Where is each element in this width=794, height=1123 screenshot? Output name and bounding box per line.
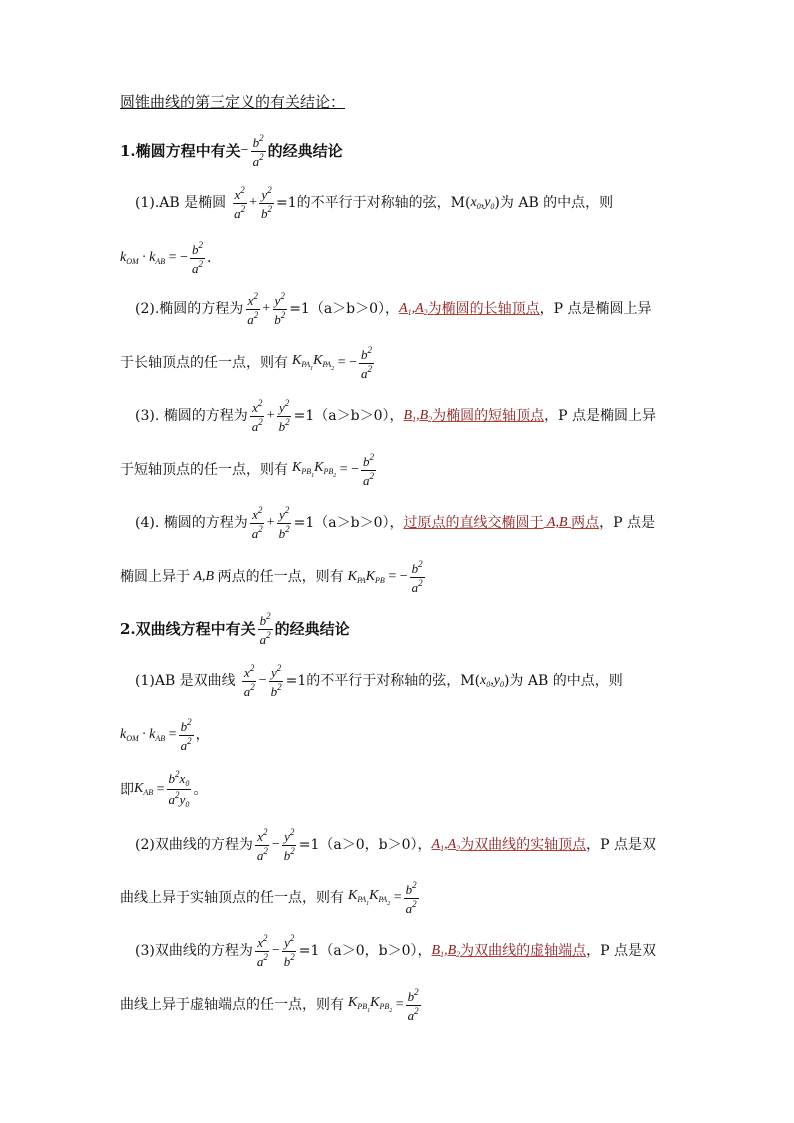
s2-item3-line2: 曲线上异于虚轴端点的任一点，则有 $K_{PB_1}K_{PB_2}$ = $\frac{b^2}{a^2}$ (120, 987, 419, 1023)
s1-item2-line1: (2).椭圆的方程为 $\frac{x^2}{a^2}$ + $\frac{y^2}{b^2}$ =1（a＞b＞0）， $A_1,A_2$ 为椭圆的长轴顶点 ，P 点是椭圆上异 (135, 291, 652, 327)
s2-item2-line1: (2)双曲线的方程为 $\frac{x^2}{a^2}$ − $\frac{y^2}{b^2}$ =1（a＞0，b＞0）， $A_1,A_2$ 为双曲线的实轴顶点 ，P 点是双 (135, 827, 657, 863)
s2-item2-line2: 曲线上异于实轴顶点的任一点，则有 $K_{PA_1}K_{PA_2}$ = $\frac{b^2}{a^2}$ (120, 880, 417, 916)
section2-heading: 2.双曲线方程中有关 $\frac{b^2}{a^2}$ 的经典结论 (120, 611, 350, 647)
s1-item1-line1: (1).AB 是椭圆 $\frac{x^2}{a^2}$ + $\frac{y^2}{b^2}$ =1的不平行于对称轴的弦，M( $x_0,y_0$ )为 AB 的中点，则 (135, 185, 614, 221)
s1-item4-line2: 椭圆上异于 A,B 两点的任一点，则有 $K_{PA}K_{PB}$ = − $\frac{b^2}{a^2}$ (120, 559, 423, 595)
formula-b2-over-a2: $\frac{b^2}{a^2}$ (191, 240, 203, 276)
s2-item1-line3: 即 $K_{AB}$ = $\frac{b^2x_0}{a^2y_0}$ 。 (120, 769, 208, 810)
formula-b2-over-a2: $\frac{b^2}{a^2}$ (252, 133, 264, 169)
s1-item4-line1: (4). 椭圆的方程为 $\frac{x^2}{a^2}$ + $\frac{y^2}{b^2}$ =1（a＞b＞0）， 过原点的直线交椭圆于 A,B 两点 ，P 点是 (135, 505, 655, 541)
s1-item1-line2: $k_{OM} \cdot k_{AB}$ = − $\frac{b^2}{a^2}$ . (120, 240, 212, 276)
s2-item3-line1: (3)双曲线的方程为 $\frac{x^2}{a^2}$ − $\frac{y^2}{b^2}$ =1（a＞0，b＞0）， $B_1,B_2$ 为双曲线的虚轴端点 ，P 点是双 (135, 933, 657, 969)
s2-item1-line2: $k_{OM} \cdot k_{AB}$ = $\frac{b^2}{a^2}$ ， (120, 717, 210, 753)
s1-item3-line1: (3). 椭圆的方程为 $\frac{x^2}{a^2}$ + $\frac{y^2}{b^2}$ =1（a＞b＞0）， $B_1,B_2$ 为椭圆的短轴顶点 ，P 点是椭圆上异 (135, 398, 656, 434)
formula-x2-a2: $\frac{x^2}{a^2}$ (234, 185, 246, 221)
page-title: 圆锥曲线的第三定义的有关结论： (120, 95, 346, 111)
s1-item2-line2: 于长轴顶点的任一点，则有 $K_{PA_1}K_{PA_2}$ = − $\frac{b^2}{a^2}$ (120, 345, 372, 381)
s2-item1-line1: (1)AB 是双曲线 $\frac{x^2}{a^2}$ − $\frac{y^2}{b^2}$ =1的不平行于对称轴的弦，M( $x_0,y_0$ )为 AB 的中点，则 (135, 663, 623, 699)
s1-item3-line2: 于短轴顶点的任一点，则有 $K_{PB_1}K_{PB_2}$ = − $\frac{b^2}{a^2}$ (120, 452, 375, 488)
section1-heading: 1.椭圆方程中有关 − $\frac{b^2}{a^2}$ 的经典结论 (120, 133, 343, 169)
formula-y2-b2: $\frac{y^2}{b^2}$ (261, 185, 273, 221)
